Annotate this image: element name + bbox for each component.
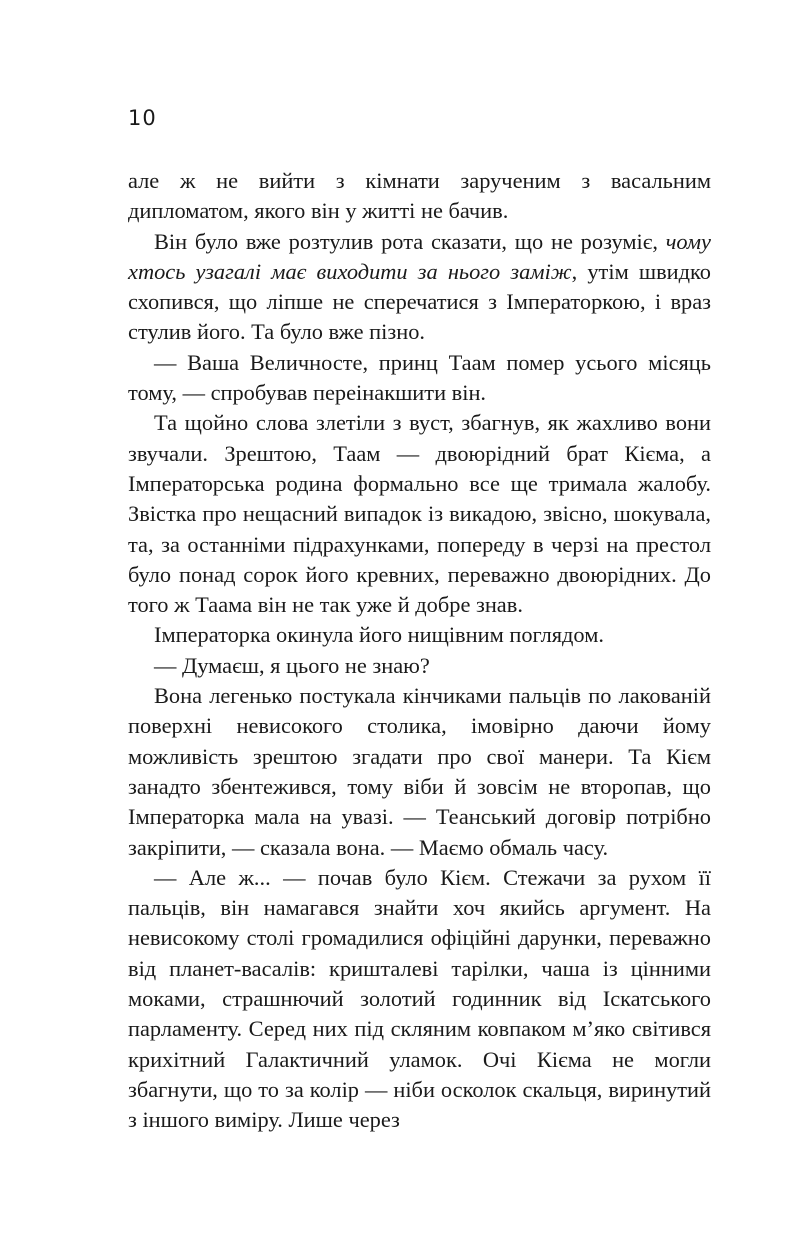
- body-text: [128, 166, 711, 1136]
- text-segment: , утім швидко схопився, що ліпше не сперечатися з Імператоркою, і враз стулив його. Та було вже пізно.: [128, 258, 711, 345]
- text-segment: — Але ж... — почав було Кієм. Стежачи за рухом її пальців, він намагався знайти хоч якийсь аргумент. На невисокому столі громадилися офіційні дарунки, переважно від планет-васалів: кришталеві тарілки, чаша із цінними моками, страшнючий золотий годинник від Іскатського парламенту. Серед них під скляним ковпаком м’яко світився крихітний Галактичний уламок. Очі Кієма не могли збагнути, що то за колір — ніби осколок скальця, виринутий з іншого виміру. Лише через: [128, 864, 711, 1133]
- text-segment: Та щойно слова злетіли з вуст, збагнув, як жахливо вони звучали. Зрештою, Таам — двоюрідний брат Кієма, а Імператорська родина формально все ще тримала жалобу. Звістка про нещасний випадок із викадою, звісно, шокувала, та, за останніми підрахунками, попереду в черзі на престол було понад сорок його кревних, переважно двоюрідних. До того ж Таама він не так уже й добре знав.: [128, 410, 711, 618]
- paragraph: [128, 681, 711, 863]
- text-segment: але ж не вийти з кімнати зарученим з васальним дипломатом, якого він у житті не бачив.: [128, 168, 711, 224]
- text-segment: Імператорка окинула його нищівним поглядом.: [154, 622, 604, 648]
- page-number: 10: [128, 106, 157, 130]
- paragraph: [128, 166, 711, 227]
- paragraph: [128, 651, 711, 681]
- text-segment: Він було вже розтулив рота сказати, що не розуміє,: [154, 228, 666, 254]
- paragraph: [128, 348, 711, 409]
- paragraph: [128, 408, 711, 620]
- text-segment: — Ваша Величносте, принц Таам помер усього місяць тому, — спробував переінакшити він.: [128, 349, 711, 406]
- paragraph: [128, 620, 711, 650]
- paragraph: [128, 863, 711, 1136]
- paragraph: [128, 227, 711, 348]
- text-segment: — Думаєш, я цього не знаю?: [154, 652, 430, 678]
- italic-text: чому хтось узагалі має виходити за нього заміж: [128, 228, 711, 284]
- text-segment: Вона легенько постукала кінчиками пальців по лакованій поверхні невисокого столика, імовірно даючи йому можливість зрештою згадати про свої манери. Та Кієм занадто збентежився, тому віби й зовсім не второпав, що Імператорка мала на увазі. — Теанський договір потрібно закріпити, — сказала вона. — Маємо обмаль часу.: [128, 683, 711, 860]
